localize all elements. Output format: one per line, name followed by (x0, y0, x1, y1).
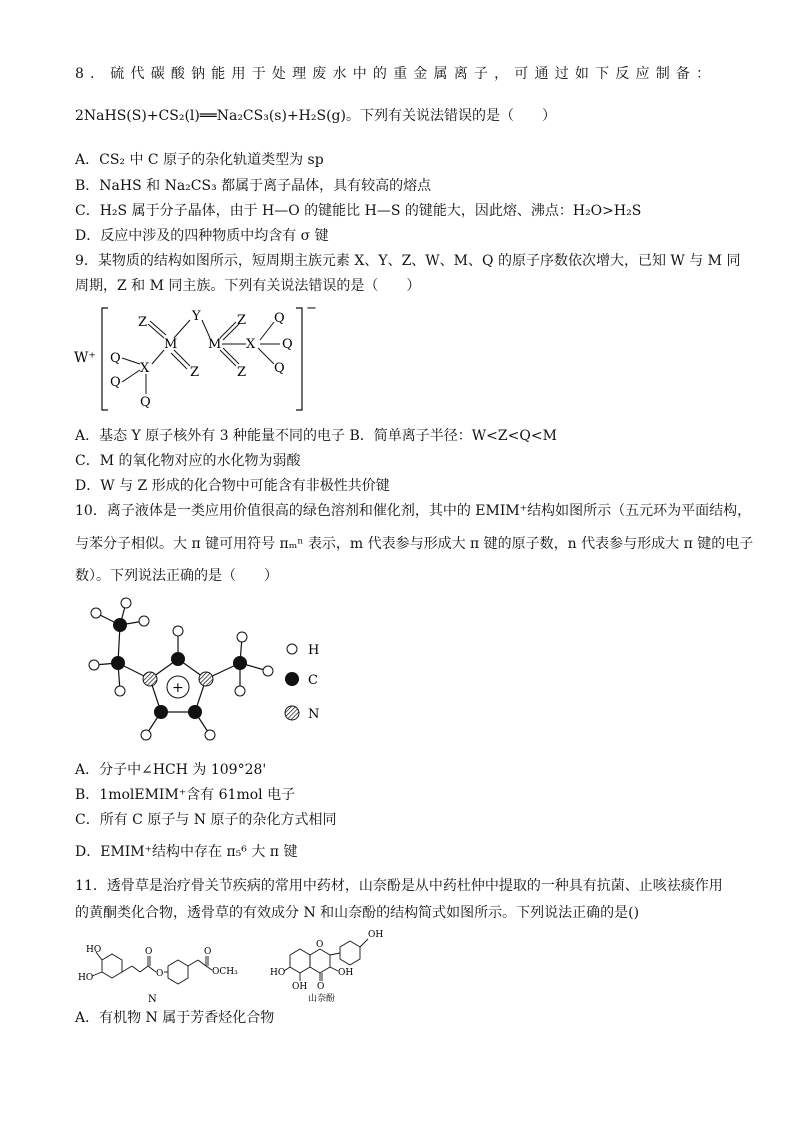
q10-option-c: C．所有 C 原子与 N 原子的杂化方式相同 (75, 812, 337, 828)
q10-option-d: D．EMIM⁺结构中存在 π₅⁶ 大 π 键 (75, 844, 298, 860)
q11-k-label: 山奈酚 (308, 994, 336, 1004)
q11-n-o2: O (156, 969, 164, 979)
q10-option-a: A．分子中∠HCH 为 109°28' (75, 762, 267, 778)
q11-n-och3: OCH₃ (212, 967, 238, 977)
q9-atom-m1: M (164, 337, 178, 352)
q11-n-label: N (148, 994, 157, 1005)
q11-structure-kaempferol (268, 925, 408, 1005)
q10-stem-line3: 数）。下列说法正确的是（ ） (75, 568, 278, 584)
q8-option-d: D．反应中涉及的四种物质中均含有 σ 键 (75, 228, 329, 244)
q11-n-o1: O (145, 947, 153, 957)
q9-option-d: D．W 与 Z 形成的化合物中可能含有非极性共价键 (75, 478, 390, 494)
q8-option-a: A．CS₂ 中 C 原子的杂化轨道类型为 sp (75, 152, 324, 168)
q10-legend-h: H (308, 643, 320, 658)
q9-left-bracket (102, 308, 108, 410)
q11-k-o-carbonyl: O (317, 982, 325, 992)
q9-atom-q6: Q (140, 395, 151, 410)
q10-ring-charge: + (172, 680, 184, 696)
q9-atom-q2: Q (110, 351, 121, 366)
q11-k-bonds (284, 939, 368, 981)
q9-option-ab: A．基态 Y 原子核外有 3 种能量不同的电子 B．简单离子半径：W<Z<Q<M (75, 428, 557, 444)
q9-atom-q4: Q (274, 361, 285, 376)
q9-atom-z4: Z (237, 365, 247, 380)
q9-atom-y: Y (192, 309, 201, 324)
q8-equation: 2NaHS(S)+CS₂(l)══Na₂CS₃(s)+H₂S(g) (75, 108, 346, 124)
q11-k-ho-left: HO (270, 968, 286, 978)
q9-stem-line2: 周期，Z 和 M 同主族。下列有关说法错误的是（ ） (75, 278, 421, 294)
q11-n-ho2: HO (78, 973, 94, 983)
q10-legend-h-icon (287, 644, 297, 654)
q9-atom-q1: Q (274, 311, 285, 326)
q9-atom-m2: M (208, 337, 222, 352)
q10-option-b: B．1molEMIM⁺含有 61mol 电子 (75, 787, 296, 803)
q10-stem-line2: 与苯分子相似。大 π 键可用符号 πₘⁿ 表示，m 代表参与形成大 π 键的原子数，n 代表参与形成大 π 键的电子 (75, 536, 754, 552)
q9-atom-q3: Q (282, 337, 293, 352)
q9-bonds (122, 320, 280, 394)
q9-right-bracket (296, 308, 302, 410)
q10-emim-diagram (80, 595, 340, 750)
q10-legend-c: C (308, 673, 318, 688)
q11-n-o3: O (204, 947, 212, 957)
q11-stem-line2: 的黄酮类化合物，透骨草的有效成分 N 和山奈酚的结构简式如图所示。下列说法正确的是() (75, 905, 640, 921)
q9-atom-z2: Z (237, 313, 247, 328)
q9-cation: W⁺ (74, 350, 96, 366)
q9-structure-diagram (70, 298, 330, 418)
q11-structure-n (72, 932, 262, 1012)
q8-option-b: B．NaHS 和 Na₂CS₃ 都属于离子晶体，具有较高的熔点 (75, 178, 432, 194)
q10-stem-line1: 10．离子液体是一类应用价值很高的绿色溶剂和催化剂，其中的 EMIM⁺结构如图所示（五元环为平面结构， (75, 503, 752, 519)
q11-n-ho1: HO (86, 945, 102, 955)
q11-stem-line1: 11．透骨草是治疗骨关节疾病的常用中药材，山奈酚是从中药杜仲中提取的一种具有抗菌、止咳祛痰作用 (75, 878, 723, 894)
q9-atom-x1: X (140, 361, 150, 376)
q10-legend-c-icon (285, 672, 299, 686)
q11-k-oh-top: OH (368, 930, 384, 940)
q8-stem-line1: 8．硫代碳酸钠能用于处理废水中的重金属离子，可通过如下反应制备： (75, 66, 717, 82)
q11-option-a: A．有机物 N 属于芳香烃化合物 (75, 1010, 275, 1026)
q8-option-c: C．H₂S 属于分子晶体，由于 H—O 的键能比 H—S 的键能大，因此熔、沸点：H₂O>H₂S (75, 203, 642, 219)
q10-legend-n-icon (285, 706, 299, 720)
q11-k-o-ring: O (316, 940, 324, 950)
q11-k-oh-right: OH (338, 968, 354, 978)
q9-stem-line1: 9．某物质的结构如图所示，短周期主族元素 X、Y、Z、W、M、Q 的原子序数依次增大，已知 W 与 M 同 (75, 253, 741, 269)
q9-atom-q5: Q (110, 375, 121, 390)
q9-atom-z3: Z (190, 365, 200, 380)
q9-option-c: C．M 的氧化物对应的水化物为弱酸 (75, 453, 301, 469)
q8-stem-line2 (75, 106, 556, 126)
q9-atom-z1: Z (138, 315, 148, 330)
q11-k-oh-bottom: OH (292, 982, 308, 992)
q10-legend-n: N (308, 707, 320, 722)
q9-charge: − (306, 301, 317, 316)
q8-stem-tail: 。下列有关说法错误的是（ ） (345, 108, 556, 124)
q9-atom-x2: X (246, 337, 256, 352)
